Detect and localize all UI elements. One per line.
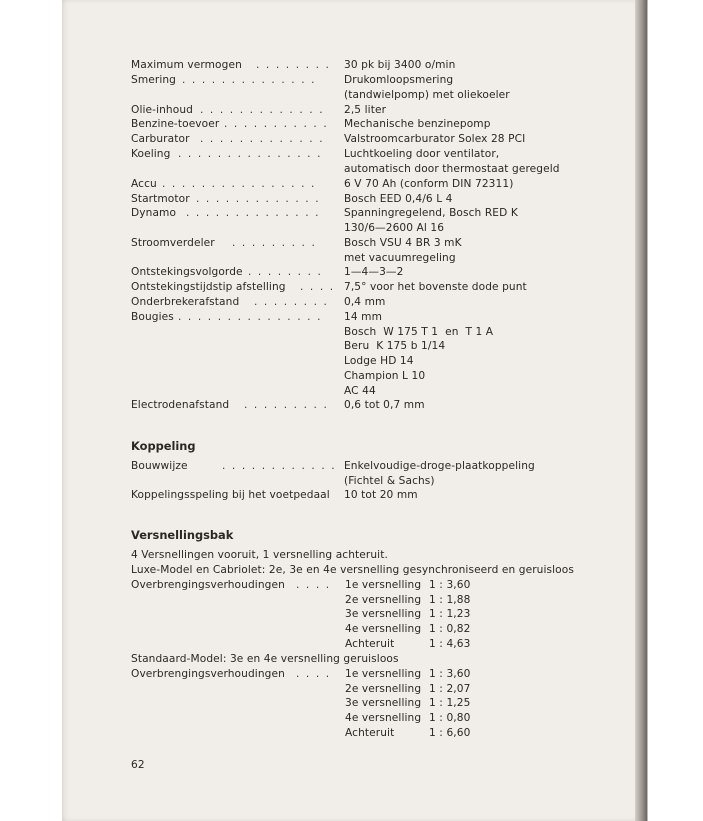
gear-ratio: 1 : 3,60 [429,579,471,591]
spec-value: Enkelvoudige-droge-plaatkoppeling [344,460,535,472]
section-heading-koppeling: Koppeling [131,439,196,453]
spec-value: AC 44 [344,385,376,397]
spec-value: Mechanische benzinepomp [344,118,491,130]
spec-value: 0,4 mm [344,296,386,308]
book-spine-shadow [635,0,647,821]
gear-name: 1e versnelling [345,668,422,680]
gear-name: 2e versnelling [345,683,422,695]
spec-value: Bosch VSU 4 BR 3 mK [344,237,462,249]
leader-dots: . . . . . . . . [248,266,323,278]
spec-label: Stroomverdeler [131,237,215,249]
spec-label: Benzine-toevoer [131,118,220,130]
gear-ratio: 1 : 6,60 [429,727,471,739]
gear-ratio: 1 : 0,82 [429,623,471,635]
spec-value: Lodge HD 14 [344,355,414,367]
spec-value: 0,6 tot 0,7 mm [344,399,425,411]
spec-value: 2,5 liter [344,104,387,116]
spec-label: Koeling [131,148,171,160]
spec-value: 130/6—2600 Al 16 [344,222,445,234]
leader-dots: . . . . . . . . [256,59,331,71]
spec-value: 1—4—3—2 [344,266,404,278]
spec-label: Electrodenafstand [131,399,230,411]
body-line: Luxe-Model en Cabriolet: 2e, 3e en 4e versnelling gesynchroniseerd en geruisloos [131,564,574,576]
ratios-label: Overbrengingsverhoudingen [131,579,285,591]
spec-value: Spanningregelend, Bosch RED K [344,207,518,219]
spec-label: Startmotor [131,193,190,205]
spec-value: 10 tot 20 mm [344,489,418,501]
spec-label: Olie-inhoud [131,104,193,116]
spec-label: Bougies [131,311,174,323]
gear-ratio: 1 : 3,60 [429,668,471,680]
gear-ratio: 1 : 1,25 [429,697,471,709]
spec-label: Dynamo [131,207,177,219]
page-number: 62 [131,759,145,771]
gear-name: 1e versnelling [345,579,422,591]
leader-dots: . . . . [296,579,331,591]
gear-ratio: 1 : 0,80 [429,712,471,724]
gear-name: 3e versnelling [345,608,422,620]
spec-value: Valstroomcarburator Solex 28 PCI [344,133,526,145]
leader-dots: . . . . . . . . . . . . . . . [178,311,323,323]
ratios-label: Overbrengingsverhoudingen [131,668,285,680]
spec-value: Luchtkoeling door ventilator, [344,148,500,160]
leader-dots: . . . . . . . . . . . . [222,460,337,472]
gear-name: Achteruit [345,727,395,739]
gear-name: 4e versnelling [345,623,422,635]
spec-value: 30 pk bij 3400 o/min [344,59,456,71]
spec-value: automatisch door thermostaat geregeld [344,163,560,175]
spec-value: (tandwielpomp) met oliekoeler [344,89,510,101]
spec-label: Ontstekingstijdstip afstelling [131,281,286,293]
leader-dots: . . . . . . . . . . . . . [196,193,321,205]
spec-value: 6 V 70 Ah (conform DIN 72311) [344,178,514,190]
gear-ratio: 1 : 1,88 [429,594,471,606]
leader-dots: . . . . . . . . . [244,399,329,411]
spec-label: Accu [131,178,157,190]
gear-name: Achteruit [345,638,395,650]
spec-label: Onderbrekerafstand [131,296,240,308]
spec-value: met vacuumregeling [344,252,456,264]
leader-dots: . . . . . . . . . . . . . [200,133,325,145]
spec-label: Bouwwijze [131,460,188,472]
leader-dots: . . . . . . . . [254,296,329,308]
spec-label: Ontstekingsvolgorde [131,266,243,278]
leader-dots: . . . . . . . . . . . . . . [182,74,317,86]
gear-ratio: 1 : 1,23 [429,608,471,620]
leader-dots: . . . . . . . . . [232,237,317,249]
spec-label: Carburator [131,133,190,145]
leader-dots: . . . . [296,668,331,680]
spec-label: Maximum vermogen [131,59,242,71]
spec-value: Beru K 175 b 1/14 [344,340,446,352]
spec-label: Smering [131,74,176,86]
spec-value: 14 mm [344,311,382,323]
spec-value: Bosch W 175 T 1 en T 1 A [344,326,494,338]
body-line: 4 Versnellingen vooruit, 1 versnelling achteruit. [131,549,388,561]
leader-dots: . . . . . . . . . . . . . . . . [162,178,316,190]
spec-value: (Fichtel & Sachs) [344,475,435,487]
leader-dots: . . . . . . . . . . . . . . . [178,148,323,160]
spec-value: 7,5° voor het bovenste dode punt [344,281,527,293]
leader-dots: . . . . [300,281,335,293]
spec-label: Koppelingsspeling bij het voetpedaal [131,489,330,501]
leader-dots: . . . . . . . . . . . [224,118,329,130]
section-heading-versnellingsbak: Versnellingsbak [131,528,234,542]
leader-dots: . . . . . . . . . . . . . [200,104,325,116]
gear-name: 3e versnelling [345,697,422,709]
spec-value: Drukomloopsmering [344,74,454,86]
gear-name: 2e versnelling [345,594,422,606]
spec-value: Champion L 10 [344,370,426,382]
gear-name: 4e versnelling [345,712,422,724]
leader-dots: . . . . . . . . . . . . . . [186,207,321,219]
spec-value: Bosch EED 0,4/6 L 4 [344,193,453,205]
gear-ratio: 1 : 2,07 [429,683,471,695]
body-line: Standaard-Model: 3e en 4e versnelling geruisloos [131,653,399,665]
gear-ratio: 1 : 4,63 [429,638,471,650]
